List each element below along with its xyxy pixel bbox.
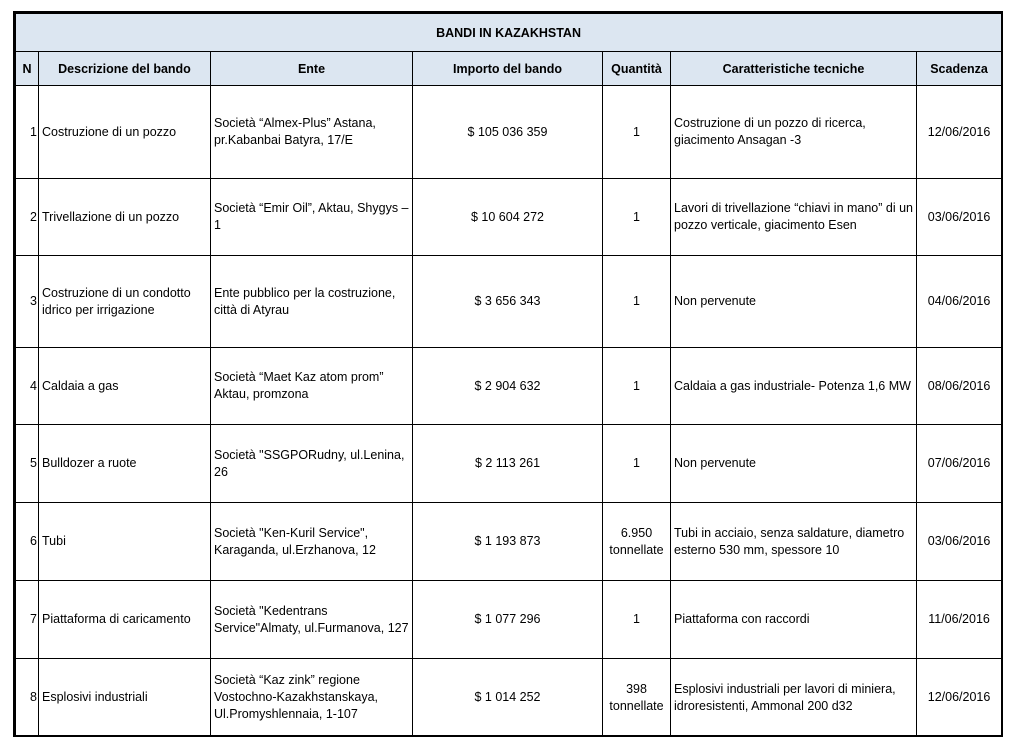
cell-caratteristiche: Tubi in acciaio, senza saldature, diametro esterno 530 mm, spessore 10: [671, 503, 917, 581]
cell-n: 2: [16, 179, 39, 256]
header-caratteristiche: Caratteristiche tecniche: [671, 52, 917, 86]
cell-caratteristiche: Costruzione di un pozzo di ricerca, giacimento Ansagan -3: [671, 86, 917, 179]
cell-ente: Società "SSGPORudny, ul.Lenina, 26: [211, 425, 413, 503]
cell-n: 4: [16, 348, 39, 425]
cell-caratteristiche: Esplosivi industriali per lavori di miniera, idroresistenti, Ammonal 200 d32: [671, 659, 917, 737]
table-title-row: [16, 14, 1002, 52]
cell-caratteristiche: Non pervenute: [671, 425, 917, 503]
cell-ente: Società “Maet Kaz atom prom” Aktau, promzona: [211, 348, 413, 425]
cell-quantita: 1: [603, 256, 671, 348]
cell-descrizione: Esplosivi industriali: [39, 659, 211, 737]
cell-n: 8: [16, 659, 39, 737]
table-row: [16, 581, 1002, 659]
table-title: BANDI IN KAZAKHSTAN: [16, 14, 1002, 52]
cell-importo: $ 1 014 252: [413, 659, 603, 737]
cell-scadenza: 04/06/2016: [917, 256, 1002, 348]
tenders-table: [15, 13, 1002, 737]
header-ente: Ente: [211, 52, 413, 86]
header-n: N: [16, 52, 39, 86]
cell-scadenza: 11/06/2016: [917, 581, 1002, 659]
table-row: [16, 503, 1002, 581]
cell-quantita: 1: [603, 86, 671, 179]
cell-importo: $ 10 604 272: [413, 179, 603, 256]
cell-scadenza: 03/06/2016: [917, 503, 1002, 581]
cell-n: 6: [16, 503, 39, 581]
cell-scadenza: 07/06/2016: [917, 425, 1002, 503]
cell-scadenza: 08/06/2016: [917, 348, 1002, 425]
cell-scadenza: 12/06/2016: [917, 659, 1002, 737]
header-importo: Importo del bando: [413, 52, 603, 86]
tenders-table-container: [13, 11, 1003, 737]
cell-importo: $ 105 036 359: [413, 86, 603, 179]
cell-descrizione: Costruzione di un pozzo: [39, 86, 211, 179]
cell-quantita: 398 tonnellate: [603, 659, 671, 737]
header-scadenza: Scadenza: [917, 52, 1002, 86]
table-header-row: [16, 52, 1002, 86]
cell-caratteristiche: Non pervenute: [671, 256, 917, 348]
cell-n: 1: [16, 86, 39, 179]
cell-descrizione: Costruzione di un condotto idrico per irrigazione: [39, 256, 211, 348]
cell-importo: $ 1 077 296: [413, 581, 603, 659]
cell-quantita: 6.950 tonnellate: [603, 503, 671, 581]
cell-ente: Ente pubblico per la costruzione, città di Atyrau: [211, 256, 413, 348]
cell-scadenza: 12/06/2016: [917, 86, 1002, 179]
cell-ente: Società "Ken-Kuril Service", Karaganda, ul.Erzhanova, 12: [211, 503, 413, 581]
cell-quantita: 1: [603, 348, 671, 425]
cell-quantita: 1: [603, 425, 671, 503]
cell-quantita: 1: [603, 179, 671, 256]
cell-descrizione: Piattaforma di caricamento: [39, 581, 211, 659]
cell-quantita: 1: [603, 581, 671, 659]
cell-descrizione: Tubi: [39, 503, 211, 581]
cell-scadenza: 03/06/2016: [917, 179, 1002, 256]
cell-ente: Società “Emir Oil”, Aktau, Shygys – 1: [211, 179, 413, 256]
cell-caratteristiche: Piattaforma con raccordi: [671, 581, 917, 659]
table-row: [16, 179, 1002, 256]
header-descrizione: Descrizione del bando: [39, 52, 211, 86]
cell-ente: Società “Almex-Plus” Astana, pr.Kabanbai Batyra, 17/E: [211, 86, 413, 179]
table-row: [16, 659, 1002, 737]
table-row: [16, 256, 1002, 348]
header-quantita: Quantità: [603, 52, 671, 86]
table-row: [16, 425, 1002, 503]
cell-caratteristiche: Lavori di trivellazione “chiavi in mano” di un pozzo verticale, giacimento Esen: [671, 179, 917, 256]
cell-n: 3: [16, 256, 39, 348]
table-row: [16, 348, 1002, 425]
cell-n: 5: [16, 425, 39, 503]
cell-descrizione: Bulldozer a ruote: [39, 425, 211, 503]
cell-n: 7: [16, 581, 39, 659]
table-row: [16, 86, 1002, 179]
cell-descrizione: Caldaia a gas: [39, 348, 211, 425]
cell-ente: Società "Kedentrans Service"Almaty, ul.Furmanova, 127: [211, 581, 413, 659]
cell-importo: $ 2 113 261: [413, 425, 603, 503]
cell-descrizione: Trivellazione di un pozzo: [39, 179, 211, 256]
cell-importo: $ 1 193 873: [413, 503, 603, 581]
cell-importo: $ 2 904 632: [413, 348, 603, 425]
cell-importo: $ 3 656 343: [413, 256, 603, 348]
cell-caratteristiche: Caldaia a gas industriale- Potenza 1,6 MW: [671, 348, 917, 425]
cell-ente: Società “Kaz zink” regione Vostochno-Kazakhstanskaya, Ul.Promyshlennaia, 1-107: [211, 659, 413, 737]
